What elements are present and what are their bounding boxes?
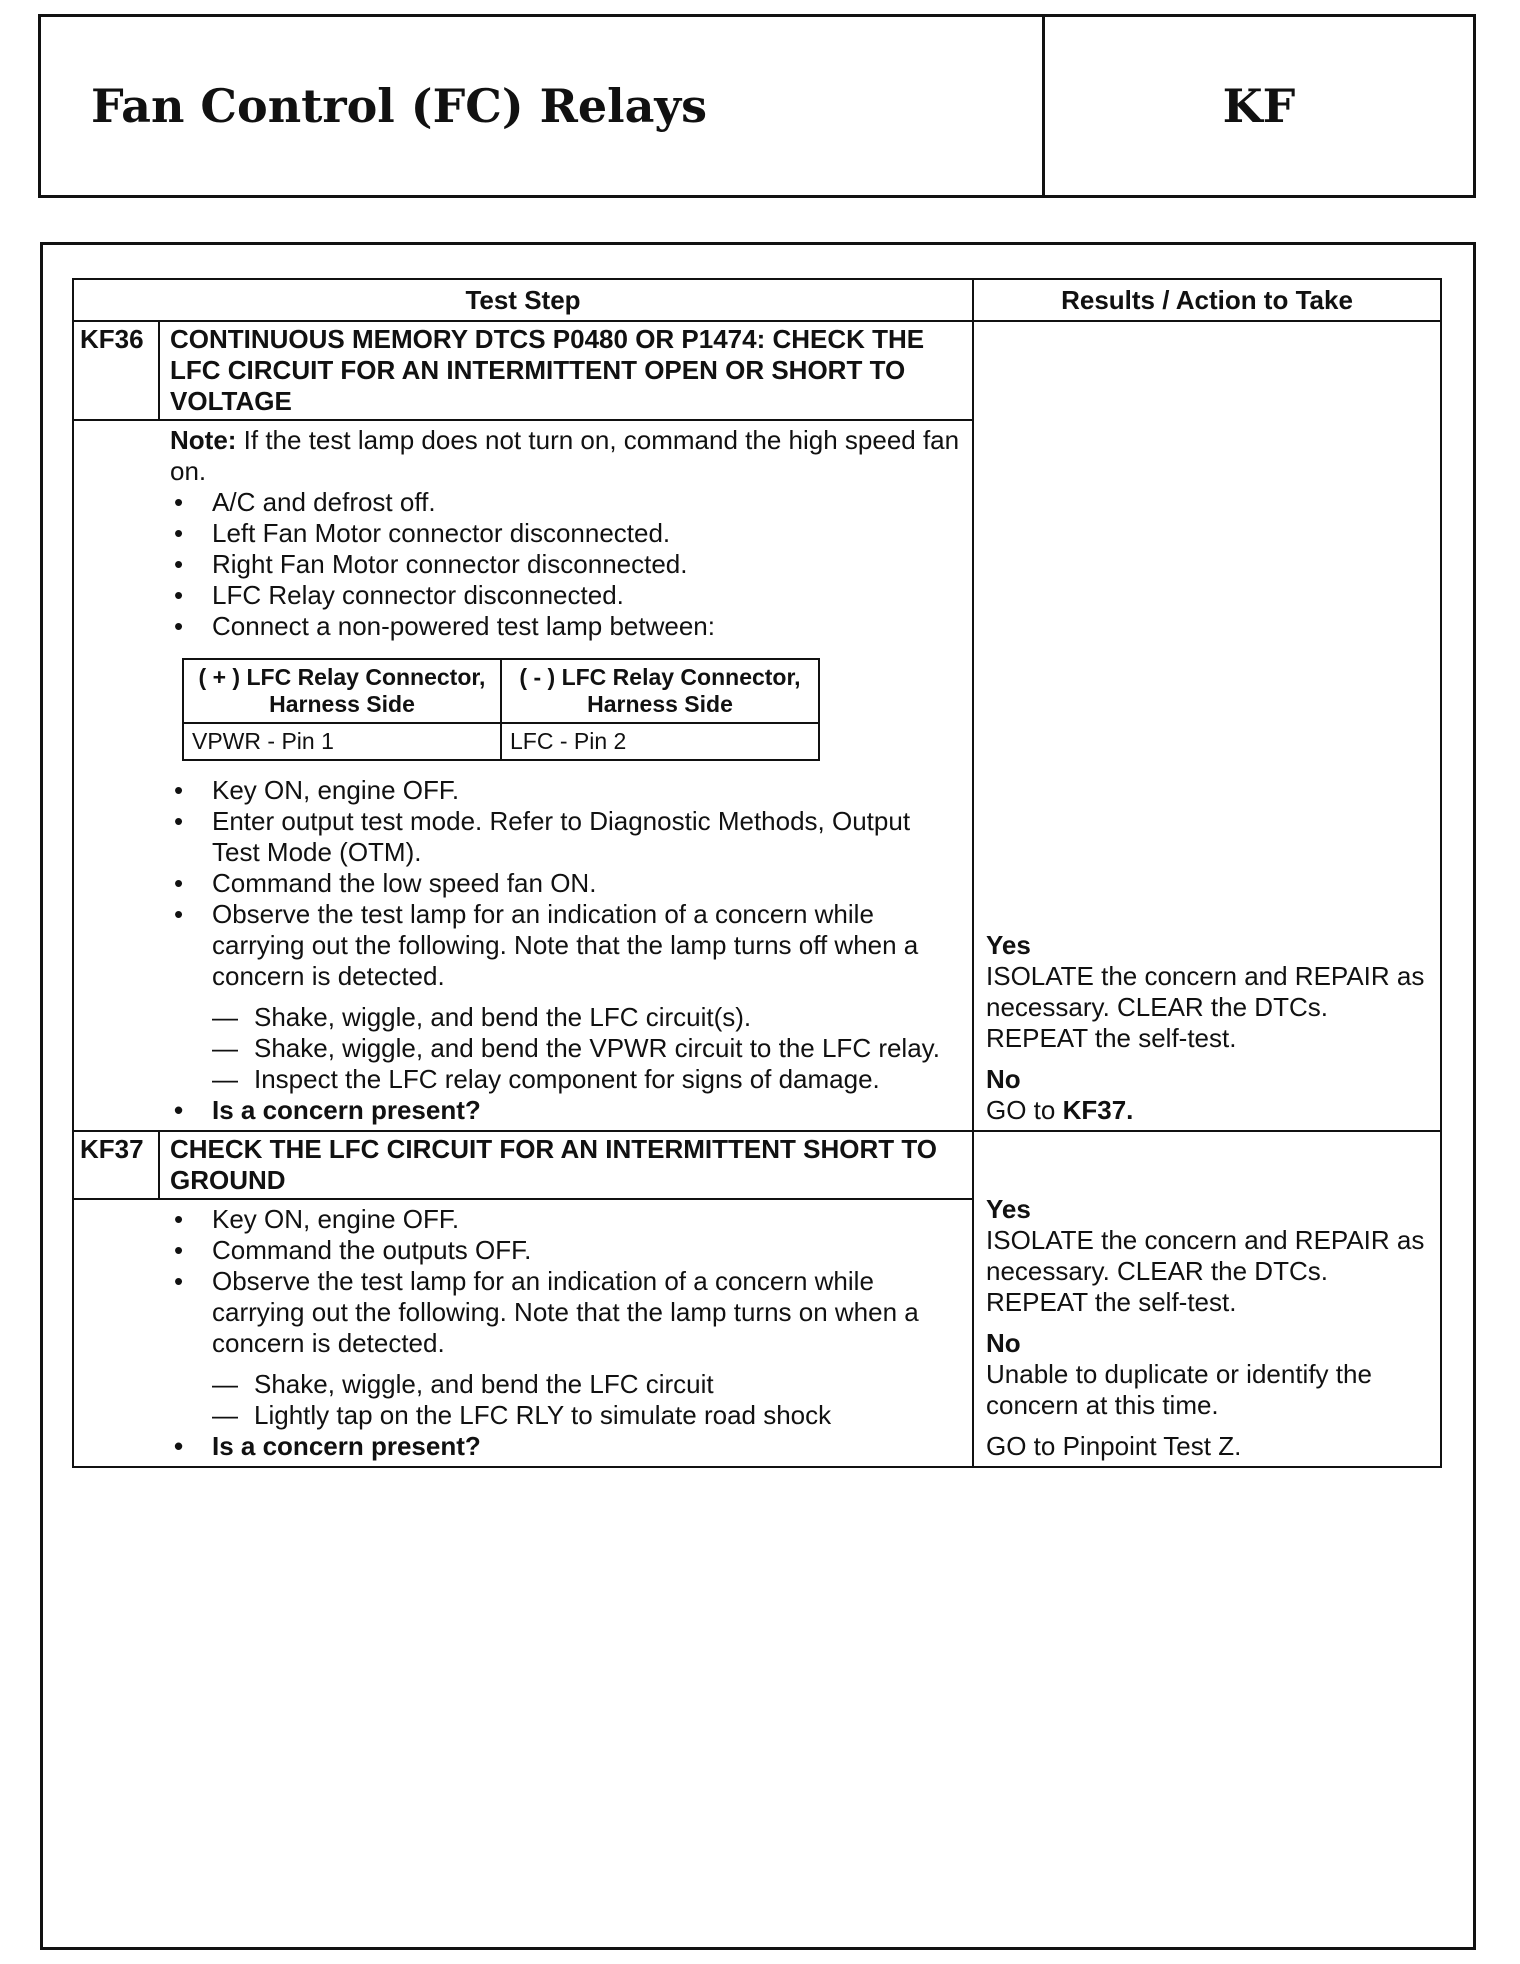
dash-icon: — <box>212 1064 238 1094</box>
conn-cell-positive: VPWR - Pin 1 <box>183 723 501 760</box>
dash-icon: — <box>212 1369 238 1399</box>
bullet-icon: • <box>174 1095 184 1125</box>
bullet-list-b <box>170 775 962 992</box>
section-code: KF <box>1222 79 1296 133</box>
list-item: • Enter output test mode. Refer to Diagnostic Methods, Output Test Mode (OTM). <box>170 806 962 868</box>
conn-header-negative: ( - ) LFC Relay Connector, Harness Side <box>501 659 819 723</box>
yes-action: ISOLATE the concern and REPAIR as necessary. CLEAR the DTCs. REPEAT the self-test. <box>986 961 1425 1053</box>
step-body <box>74 1200 972 1466</box>
bullet-icon: • <box>174 518 184 548</box>
conn-header-positive: ( + ) LFC Relay Connector, Harness Side <box>183 659 501 723</box>
question: • Is a concern present? <box>170 1095 962 1126</box>
dash-icon: — <box>212 1400 238 1430</box>
step-header <box>74 322 972 421</box>
bullet-icon: • <box>174 580 184 610</box>
page-header <box>38 14 1476 198</box>
step-header <box>74 1132 972 1200</box>
bullet-icon: • <box>174 611 184 641</box>
yes-action: ISOLATE the concern and REPAIR as necessary. CLEAR the DTCs. REPEAT the self-test. <box>986 1225 1425 1317</box>
list-item: • Observe the test lamp for an indication of a concern while carrying out the following. Note that the lamp turns on when a concern is detected. <box>170 1266 962 1359</box>
page-title: Fan Control (FC) Relays <box>41 17 1045 195</box>
bullet-icon: • <box>174 868 184 898</box>
step-title: CONTINUOUS MEMORY DTCS P0480 OR P1474: CHECK THE LFC CIRCUIT FOR AN INTERMITTENT OPEN OR SHORT TO VOLTAGE <box>170 324 925 416</box>
list-item: • Left Fan Motor connector disconnected. <box>170 518 962 549</box>
table-header <box>74 280 1440 322</box>
bullet-icon: • <box>174 549 184 579</box>
list-item: • Connect a non-powered test lamp between: <box>170 611 962 642</box>
dash-icon: — <box>212 1033 238 1063</box>
step-id: KF36 <box>74 322 160 419</box>
dash-icon: — <box>212 1002 238 1032</box>
conn-cell-negative: LFC - Pin 2 <box>501 723 819 760</box>
results-kf37 <box>986 1132 1428 1466</box>
note-label: Note: <box>170 425 237 455</box>
list-item: — Shake, wiggle, and bend the LFC circuit(s). <box>212 1002 752 1032</box>
no-action: GO to KF37. <box>986 1095 1134 1125</box>
bullet-list <box>170 1204 962 1359</box>
note-text: If the test lamp does not turn on, command the high speed fan on. <box>170 425 960 486</box>
bullet-icon: • <box>174 1266 184 1296</box>
list-item: • Key ON, engine OFF. <box>170 1204 962 1235</box>
yes-label: Yes <box>986 930 1031 960</box>
note <box>170 425 962 487</box>
bullet-list-a <box>170 487 962 642</box>
list-item: — Inspect the LFC relay component for signs of damage. <box>212 1064 880 1094</box>
no-label: No <box>986 1064 1021 1094</box>
step-body <box>74 421 972 1130</box>
bullet-icon: • <box>174 487 184 517</box>
list-item: • A/C and defrost off. <box>170 487 962 518</box>
question: • Is a concern present? <box>170 1431 962 1462</box>
test-lamp-connection-table <box>182 658 820 761</box>
list-item: — Lightly tap on the LFC RLY to simulate road shock <box>212 1400 832 1430</box>
list-item: • LFC Relay connector disconnected. <box>170 580 962 611</box>
no-label: No <box>986 1328 1021 1358</box>
column-header-results: Results / Action to Take <box>1061 284 1353 315</box>
test-step-table <box>72 278 1442 1468</box>
results-kf36 <box>986 322 1428 1130</box>
column-header-test-step: Test Step <box>74 280 974 320</box>
no-action: Unable to duplicate or identify the concern at this time. <box>986 1359 1372 1420</box>
list-item: • Command the outputs OFF. <box>170 1235 962 1266</box>
goto-pinpoint-test[interactable]: GO to Pinpoint Test Z. <box>986 1431 1242 1461</box>
list-item: • Observe the test lamp for an indication of a concern while carrying out the following. Note that the lamp turns off when a concern is detected. <box>170 899 962 992</box>
dash-list <box>170 1369 962 1431</box>
step-kf36 <box>74 322 1440 1132</box>
bullet-icon: • <box>174 1235 184 1265</box>
dash-list <box>170 1002 962 1095</box>
step-kf37 <box>74 1132 1440 1466</box>
bullet-icon: • <box>174 806 184 836</box>
goto-link[interactable]: KF37. <box>1062 1095 1134 1125</box>
bullet-icon: • <box>174 1431 184 1461</box>
step-title: CHECK THE LFC CIRCUIT FOR AN INTERMITTENT SHORT TO GROUND <box>170 1134 937 1195</box>
list-item: — Shake, wiggle, and bend the VPWR circuit to the LFC relay. <box>212 1033 940 1063</box>
yes-label: Yes <box>986 1194 1031 1224</box>
list-item: • Key ON, engine OFF. <box>170 775 962 806</box>
list-item: • Command the low speed fan ON. <box>170 868 962 899</box>
list-item: — Shake, wiggle, and bend the LFC circuit <box>212 1369 714 1399</box>
bullet-icon: • <box>174 899 184 929</box>
step-id: KF37 <box>74 1132 160 1198</box>
bullet-icon: • <box>174 775 184 805</box>
bullet-icon: • <box>174 1204 184 1234</box>
list-item: • Right Fan Motor connector disconnected. <box>170 549 962 580</box>
